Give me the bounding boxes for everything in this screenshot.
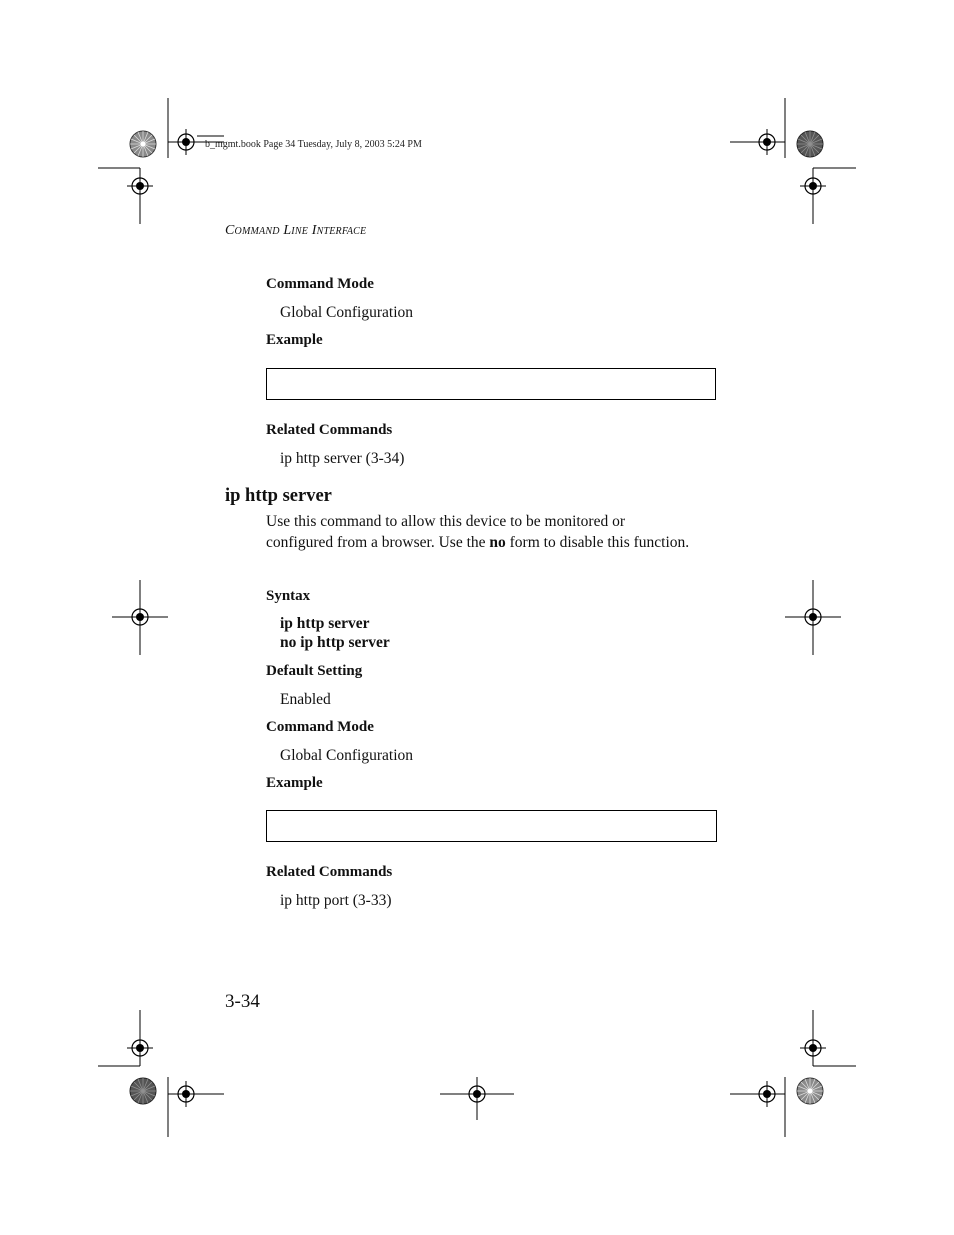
- registration-targets: [127, 129, 826, 1107]
- star-target-icon: [130, 131, 156, 157]
- related-commands-heading: Related Commands: [266, 422, 393, 438]
- star-target-icon: [797, 1078, 823, 1104]
- registration-target-icon: [754, 1081, 780, 1107]
- registration-target-icon: [173, 129, 199, 155]
- slug-line: b_mgmt.book Page 34 Tuesday, July 8, 2003 5:24 PM: [205, 139, 422, 150]
- registration-target-icon: [464, 1081, 490, 1107]
- command-mode-heading: Command Mode: [266, 276, 374, 292]
- example-heading: Example: [266, 775, 323, 791]
- description-keyword: no: [489, 533, 506, 551]
- example-box: [266, 368, 716, 400]
- default-setting-heading: Default Setting: [266, 663, 363, 679]
- star-target-icon: [130, 1078, 156, 1104]
- command-mode-value: Global Configuration: [280, 304, 414, 321]
- description-paragraph: [266, 512, 696, 553]
- description-text: Use this command to allow this device to be monitored or configured from a browser. Use the: [266, 513, 626, 551]
- related-command-link: ip http server (3-34): [280, 450, 405, 467]
- section-title: ip http server: [225, 486, 332, 506]
- page-number: 3-34: [225, 991, 260, 1012]
- star-target-icon: [797, 131, 823, 157]
- registration-target-icon: [800, 1035, 826, 1061]
- example-box: [266, 810, 717, 842]
- registration-target-icon: [127, 604, 153, 630]
- registration-target-icon: [173, 1081, 199, 1107]
- command-mode-value: Global Configuration: [280, 747, 414, 764]
- default-setting-value: Enabled: [280, 691, 331, 708]
- related-command-link: ip http port (3-33): [280, 892, 392, 909]
- syntax-line-negated: no ip http server: [280, 634, 390, 651]
- example-heading: Example: [266, 332, 323, 348]
- registration-target-icon: [800, 173, 826, 199]
- registration-target-icon: [754, 129, 780, 155]
- syntax-line: ip http server: [280, 615, 370, 632]
- description-text-end: form to disable this function.: [505, 533, 690, 551]
- registration-target-icon: [127, 1035, 153, 1061]
- running-head: Command Line Interface: [225, 223, 367, 238]
- star-targets: [130, 131, 823, 1104]
- related-commands-heading: Related Commands: [266, 864, 393, 880]
- syntax-heading: Syntax: [266, 588, 311, 604]
- registration-target-icon: [800, 604, 826, 630]
- registration-target-icon: [127, 173, 153, 199]
- command-mode-heading: Command Mode: [266, 719, 374, 735]
